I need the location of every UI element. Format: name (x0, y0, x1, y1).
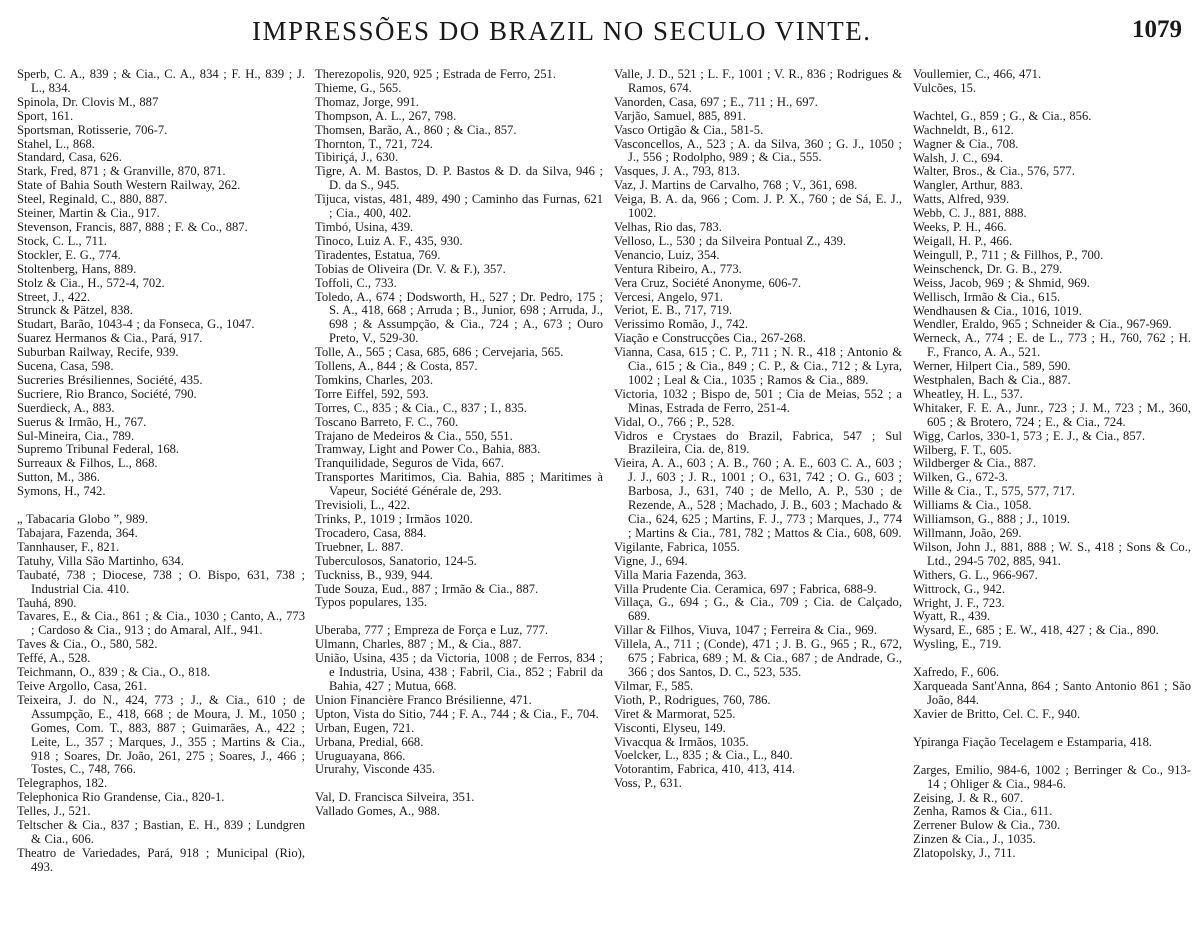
index-entry: Villar & Filhos, Viuva, 1047 ; Ferreira & Cia., 969. (614, 623, 877, 638)
index-entry: Sucreries Brésiliennes, Société, 435. (17, 372, 203, 387)
index-entry: Wyatt, R., 439. (913, 609, 991, 624)
index-entry: Vera Cruz, Société Anonyme, 606-7. (614, 275, 802, 290)
index-entry: Torres, C., 835 ; & Cia., C., 837 ; I., 835. (315, 400, 527, 415)
index-entry: Vieira, A. A., 603 ; A. B., 760 ; A. E., 603 C. A., 603 ; J. J., 603 ; J. R., 1001 ; O., 631, 742 ; O. G., 603 ; Barbosa, J., 631, 740 ; de Mello, A. P., 530 ; de Rezende, A., 528 ; Machado, J. B., 603 ; Machado & Cia., 624, 625 ; Martins, F. J., 773 ; Marques, J., 774 ; Martins & Cia., 781, 782 ; Mattos & Cia., 608, 609. (614, 456, 902, 540)
index-entry: Toscano Barreto, F. C., 760. (315, 414, 459, 429)
index-entry: Watts, Alfred, 939. (913, 192, 1010, 207)
index-entry: Toffoli, C., 733. (315, 275, 397, 290)
index-entry: Valle, J. D., 521 ; L. F., 1001 ; V. R., 836 ; Rodrigues & Ramos, 674. (614, 68, 902, 95)
index-entry: Vianna, Casa, 615 ; C. P., 711 ; N. R., 418 ; Antonio & Cia., 615 ; & Cia., 849 ; C. P., & Cia., 712 ; & Lyra, 1002 ; Leal & Cia., 1035 ; Ramos & Cia., 889. (614, 345, 902, 387)
index-column-1 (17, 68, 305, 920)
index-entry: Tollens, A., 844 ; & Costa, 857. (315, 359, 478, 374)
index-entry: Taubaté, 738 ; Diocese, 738 ; O. Bispo, 631, 738 ; Industrial Cia. 410. (17, 567, 305, 596)
index-entry: Thieme, G., 565. (315, 80, 402, 95)
section-gap (315, 777, 603, 791)
index-entry: Uberaba, 777 ; Empreza de Força e Luz, 777. (315, 623, 549, 638)
index-entry: Wagner & Cia., 708. (913, 136, 1019, 151)
index-entry: Wysling, E., 719. (913, 637, 1002, 652)
index-entry: Timbó, Usina, 439. (315, 219, 414, 234)
index-entry: Vilmar, F., 585. (614, 678, 694, 693)
index-entry: Visconti, Elyseu, 149. (614, 720, 726, 735)
index-entry: Veiga, B. A. da, 966 ; Com. J. P. X., 760 ; de Sá, E. J., 1002. (614, 192, 902, 221)
index-column-3 (614, 68, 902, 920)
index-entry: Union Financière Franco Brésilienne, 471. (315, 692, 532, 707)
index-entry: Telegraphos, 182. (17, 776, 108, 791)
index-entry: Williamson, G., 888 ; J., 1019. (913, 512, 1070, 527)
index-entry: Tigre, A. M. Bastos, D. P. Bastos & D. da Silva, 946 ; D. da S., 945. (315, 164, 603, 193)
index-entry: Withers, G. L., 966-967. (913, 567, 1038, 582)
index-entry: Vulcões, 15. (913, 80, 977, 95)
index-entry: Westphalen, Bach & Cia., 887. (913, 373, 1071, 388)
index-entry: Stoltenberg, Hans, 889. (17, 261, 137, 276)
index-entry: União, Usina, 435 ; da Victoria, 1008 ; de Ferros, 834 ; e Industria, Usina, 438 ; Fabril, Cia., 852 ; Fabril da Bahia, 427 ; Mutua, 668. (315, 651, 603, 693)
index-entry: Veriot, E. B., 717, 719. (614, 303, 733, 318)
index-entry: Weeks, P. H., 466. (913, 220, 1007, 235)
index-entry: Tatuhy, Villa São Martinho, 634. (17, 553, 184, 568)
index-entry: Tavares, E., & Cia., 861 ; & Cia., 1030 ; Canto, A., 773 ; Cardoso & Cia., 913 ; do Amaral, Alf., 941. (17, 609, 305, 638)
index-entry: Vanorden, Casa, 697 ; E., 711 ; H., 697. (614, 94, 818, 109)
index-entry: Stark, Fred, 871 ; & Granville, 870, 871. (17, 164, 226, 179)
index-entry: Werneck, A., 774 ; E. de L., 773 ; H., 760, 762 ; H. F., Franco, A. A., 521. (913, 331, 1191, 360)
index-entry: Sucena, Casa, 598. (17, 359, 114, 374)
index-entry: Wangler, Arthur, 883. (913, 178, 1023, 193)
index-entry: Whitaker, F. E. A., Junr., 723 ; J. M., 723 ; M., 360, 605 ; & Brotero, 724 ; E., & Cia., 724. (913, 400, 1191, 429)
index-entry: Weinschenck, Dr. G. B., 279. (913, 261, 1063, 276)
index-entry: Votorantim, Fabrica, 410, 413, 414. (614, 762, 796, 777)
index-entry: Tannhauser, F., 821. (17, 539, 120, 554)
index-entry: Viret & Marmorat, 525. (614, 706, 736, 721)
index-entry: Vasques, J. A., 793, 813. (614, 164, 740, 179)
index-entry: Vasconcellos, A., 523 ; A. da Silva, 360 ; G. J., 1050 ; J., 556 ; Rodolpho, 989 ; & Cia., 555. (614, 136, 902, 165)
index-entry: Villa Maria Fazenda, 363. (614, 567, 747, 582)
index-entry: Teichmann, O., 839 ; & Cia., O., 818. (17, 665, 211, 680)
index-entry: Thornton, T., 721, 724. (315, 136, 433, 151)
index-entry: Walter, Bros., & Cia., 576, 577. (913, 164, 1075, 179)
index-entry: Vasco Ortigão & Cia., 581-5. (614, 122, 764, 137)
index-entry: Voullemier, C., 466, 471. (913, 68, 1042, 81)
index-entry: Xavier de Britto, Cel. C. F., 940. (913, 706, 1081, 721)
index-entry: Tude Souza, Eud., 887 ; Irmão & Cia., 887. (315, 581, 539, 596)
index-entry: Venancio, Luiz, 354. (614, 247, 720, 262)
index-entry: Villaça, G., 694 ; G., & Cia., 709 ; Cia. de Calçado, 689. (614, 595, 902, 624)
index-entry: Voss, P., 631. (614, 776, 682, 791)
index-entry: Teive Argollo, Casa, 261. (17, 678, 147, 693)
index-entry: Wysard, E., 685 ; E. W., 418, 427 ; & Cia., 890. (913, 623, 1159, 638)
index-entry: Wille & Cia., T., 575, 577, 717. (913, 484, 1075, 499)
index-entry: Wildberger & Cia., 887. (913, 456, 1037, 471)
index-entry: Sportsman, Rotisserie, 706-7. (17, 122, 168, 137)
section-gap (913, 722, 1191, 736)
index-entry: Urban, Eugen, 721. (315, 720, 415, 735)
index-entry: Transportes Maritimos, Cia. Bahia, 885 ; Maritimes à Vapeur, Société Générale de, 293. (315, 470, 603, 499)
index-entry: Val, D. Francisca Silveira, 351. (315, 790, 475, 805)
index-entry: Sutton, M., 386. (17, 470, 100, 485)
index-entry: Voelcker, L., 835 ; & Cia., L., 840. (614, 748, 793, 763)
index-entry: Xafredo, F., 606. (913, 665, 1000, 680)
index-entry: Wittrock, G., 942. (913, 581, 1006, 596)
index-entry: Strunck & Pätzel, 838. (17, 303, 133, 318)
index-entry: Weiss, Jacob, 969 ; & Shmid, 969. (913, 275, 1090, 290)
index-entry: Zinzen & Cia., J., 1035. (913, 832, 1036, 847)
index-entry: Ururahy, Visconde 435. (315, 762, 436, 777)
index-entry: Wilken, G., 672-3. (913, 470, 1008, 485)
index-entry: Wilberg, F. T., 605. (913, 442, 1012, 457)
index-entry: Telephonica Rio Grandense, Cia., 820-1. (17, 790, 225, 805)
index-entry: Teffé, A., 528. (17, 651, 91, 666)
index-columns (12, 68, 1192, 920)
index-entry: Upton, Vista do Sitio, 744 ; F. A., 744 ; & Cia., F., 704. (315, 706, 599, 721)
index-entry: Wellisch, Irmão & Cia., 615. (913, 289, 1061, 304)
index-entry: Suburban Railway, Recife, 939. (17, 345, 179, 360)
index-entry: Theatro de Variedades, Pará, 918 ; Municipal (Rio), 493. (17, 845, 305, 874)
index-entry: Walsh, J. C., 694. (913, 150, 1004, 165)
index-entry: Weigall, H. P., 466. (913, 233, 1013, 248)
index-entry: Zarges, Emilio, 984-6, 1002 ; Berringer & Co., 913-14 ; Ohliger & Cia., 984-6. (913, 762, 1191, 791)
index-entry: Thomsen, Barão, A., 860 ; & Cia., 857. (315, 122, 517, 137)
index-entry: Wendhausen & Cia., 1016, 1019. (913, 303, 1082, 318)
index-entry: State of Bahia South Western Railway, 262. (17, 178, 241, 193)
index-entry: Stock, C. L., 711. (17, 233, 107, 248)
section-gap (17, 499, 305, 513)
index-entry: Wachtel, G., 859 ; G., & Cia., 856. (913, 108, 1092, 123)
index-entry: Verissimo Romão, J., 742. (614, 317, 749, 332)
index-entry: Xarqueada Sant'Anna, 864 ; Santo Antonio 861 ; São João, 844. (913, 679, 1191, 707)
index-entry: Truebner, L. 887. (315, 539, 404, 554)
index-entry: Vigne, J., 694. (614, 553, 688, 568)
index-entry: Varjão, Samuel, 885, 891. (614, 108, 746, 123)
index-entry: Tinoco, Luiz A. F., 435, 930. (315, 233, 463, 248)
index-entry: Suerdieck, A., 883. (17, 400, 115, 415)
index-entry: Trocadero, Casa, 884. (315, 525, 427, 540)
index-entry: Webb, C. J., 881, 888. (913, 206, 1027, 221)
index-entry: Tranquilidade, Seguros de Vida, 667. (315, 456, 505, 471)
index-entry: Vigilante, Fabrica, 1055. (614, 539, 740, 554)
index-entry: Ventura Ribeiro, A., 773. (614, 261, 742, 276)
index-entry: Surreaux & Filhos, L., 868. (17, 456, 158, 471)
index-entry: Villa Prudente Cia. Ceramica, 697 ; Fabrica, 688-9. (614, 581, 877, 596)
index-entry: Velhas, Rio das, 783. (614, 219, 722, 234)
index-entry: Tuckniss, B., 939, 944. (315, 567, 433, 582)
index-entry: Stahel, L., 868. (17, 136, 95, 151)
index-entry: Steiner, Martin & Cia., 917. (17, 206, 160, 221)
section-gap (315, 610, 603, 624)
index-entry: Tiradentes, Estatua, 769. (315, 247, 441, 262)
index-entry: Trinks, P., 1019 ; Irmãos 1020. (315, 512, 473, 526)
index-entry: Suarez Hermanos & Cia., Pará, 917. (17, 331, 203, 346)
index-entry: Wheatley, H. L., 537. (913, 386, 1023, 401)
index-entry: Villela, A., 711 ; (Conde), 471 ; J. B. G., 965 ; R., 672, 675 ; Fabrica, 689 ; M. & Cia., 687 ; de Andrade, G., 366 ; dos Santos, D. C., 523, 535. (614, 637, 902, 679)
index-entry: Vidal, O., 766 ; P., 528. (614, 414, 735, 429)
index-entry: Wigg, Carlos, 330-1, 573 ; E. J., & Cia., 857. (913, 428, 1146, 443)
index-entry: Zenha, Ramos & Cia., 611. (913, 804, 1053, 819)
index-entry: Victoria, 1032 ; Bispo de, 501 ; Cia de Meias, 552 ; a Minas, Estrada de Ferro, 251-4. (614, 386, 902, 415)
index-entry: Vaz, J. Martins de Carvalho, 768 ; V., 361, 698. (614, 178, 858, 193)
index-entry: Uruguayana, 866. (315, 748, 406, 763)
index-entry: Therezopolis, 920, 925 ; Estrada de Ferro, 251. (315, 68, 556, 81)
index-entry: Steel, Reginald, C., 880, 887. (17, 192, 168, 207)
index-entry: Torre Eiffel, 592, 593. (315, 386, 429, 401)
index-entry: Wright, J. F., 723. (913, 595, 1005, 610)
index-entry: „ Tabacaria Globo ”, 989. (17, 512, 148, 527)
index-entry: Werner, Hilpert Cia., 589, 590. (913, 359, 1071, 374)
index-entry: Tijuca, vistas, 481, 489, 490 ; Caminho das Furnas, 621 ; Cia., 400, 402. (315, 192, 603, 221)
index-entry: Trajano de Medeiros & Cia., 550, 551. (315, 428, 513, 443)
section-gap (913, 652, 1191, 666)
index-entry: Standard, Casa, 626. (17, 150, 122, 165)
index-entry: Trevisioli, L., 422. (315, 498, 410, 513)
index-entry: Spinola, Dr. Clovis M., 887 (17, 94, 159, 109)
index-entry: Williams & Cia., 1058. (913, 498, 1032, 513)
page-number: 1079 (1132, 16, 1182, 43)
index-entry: Ypiranga Fiação Tecelagem e Estamparia, 418. (913, 734, 1153, 749)
index-entry: Zeising, J. & R., 607. (913, 790, 1024, 805)
index-column-2 (315, 68, 603, 920)
index-entry: Zlatopolsky, J., 711. (913, 846, 1016, 861)
index-entry: Ulmann, Charles, 887 ; M., & Cia., 887. (315, 637, 522, 652)
index-entry: Teixeira, J. do N., 424, 773 ; J., & Cia., 610 ; de Assumpção, E., 418, 668 ; de Moura, J. M., 1050 ; Gomes, Com. T., 883, 887 ; Guimarães, A., 422 ; Leite, L., 357 ; Marques, J., 355 ; Martins & Cia., 918 ; Soares, Dr. João, 261, 275 ; Soares, J., 466 ; Tostes, C., 748, 766. (17, 692, 305, 777)
index-entry: Sul-Mineira, Cia., 789. (17, 428, 135, 443)
index-entry: Sport, 161. (17, 108, 74, 123)
index-entry: Tramway, Light and Power Co., Bahia, 883. (315, 442, 541, 457)
index-entry: Vioth, P., Rodrigues, 760, 786. (614, 692, 771, 707)
index-entry: Vivacqua & Irmãos, 1035. (614, 734, 749, 749)
index-entry: Willmann, João, 269. (913, 526, 1022, 540)
index-entry: Weingull, P., 711 ; & Fillhos, P., 700. (913, 247, 1104, 262)
index-entry: Wilson, John J., 881, 888 ; W. S., 418 ; Sons & Co., Ltd., 294-5 702, 885, 941. (913, 539, 1191, 568)
index-entry: Thomaz, Jorge, 991. (315, 94, 419, 109)
index-entry: Tauhá, 890. (17, 595, 77, 610)
index-entry: Wendler, Eraldo, 965 ; Schneider & Cia., 967-969. (913, 317, 1172, 332)
page-title: IMPRESSÕES DO BRAZIL NO SECULO VINTE. (252, 16, 872, 46)
index-entry: Tobias de Oliveira (Dr. V. & F.), 357. (315, 261, 506, 276)
index-entry: Vidros e Crystaes do Brazil, Fabrica, 547 ; Sul Brazileira, Cia. de, 819. (614, 428, 902, 457)
index-entry: Zerrener Bulow & Cia., 730. (913, 818, 1061, 833)
index-entry: Telles, J., 521. (17, 804, 91, 819)
index-entry: Tabajara, Fazenda, 364. (17, 526, 138, 540)
index-entry: Stockler, E. G., 774. (17, 247, 121, 262)
index-entry: Viação e Construcções Cia., 267-268. (614, 331, 806, 346)
index-entry: Supremo Tribunal Federal, 168. (17, 442, 180, 457)
index-entry: Tolle, A., 565 ; Casa, 685, 686 ; Cervejaria, 565. (315, 345, 564, 360)
index-entry: Thompson, A. L., 267, 798. (315, 108, 457, 123)
index-entry: Stolz & Cia., H., 572-4, 702. (17, 275, 165, 290)
index-entry: Sucriere, Rio Branco, Société, 790. (17, 386, 197, 401)
index-entry: Toledo, A., 674 ; Dodsworth, H., 527 ; Dr. Pedro, 175 ; S. A., 418, 668 ; Arruda ; B., Junior, 698 ; Arruda, J., 698 ; & Assumpção, & Cia., 724 ; A., 673 ; Ouro Preto, V., 529-30. (315, 289, 603, 346)
index-entry: Velloso, L., 530 ; da Silveira Pontual Z., 439. (614, 233, 847, 248)
index-entry: Street, J., 422. (17, 289, 91, 304)
index-entry: Typos populares, 135. (315, 595, 428, 610)
index-entry: Symons, H., 742. (17, 484, 106, 499)
section-gap (913, 750, 1191, 764)
section-gap (913, 96, 1191, 110)
index-entry: Urbana, Predial, 668. (315, 734, 424, 749)
index-entry: Tibiriçá, J., 630. (315, 150, 399, 165)
index-entry: Teltscher & Cia., 837 ; Bastian, E. H., 839 ; Lundgren & Cia., 606. (17, 818, 305, 846)
index-entry: Vallado Gomes, A., 988. (315, 804, 440, 819)
index-entry: Tuberculosos, Sanatorio, 124-5. (315, 553, 477, 568)
index-entry: Tomkins, Charles, 203. (315, 372, 434, 387)
index-column-4 (913, 68, 1191, 920)
index-entry: Stevenson, Francis, 887, 888 ; F. & Co., 887. (17, 219, 248, 234)
index-entry: Wachneldt, B., 612. (913, 122, 1014, 137)
running-head (0, 14, 1200, 54)
index-entry: Sperb, C. A., 839 ; & Cia., C. A., 834 ; F. H., 839 ; J. L., 834. (17, 68, 305, 95)
index-entry: Studart, Barão, 1043-4 ; da Fonseca, G., 1047. (17, 317, 255, 332)
index-entry: Taves & Cia., O., 580, 582. (17, 637, 158, 652)
index-entry: Suerus & Irmão, H., 767. (17, 414, 147, 429)
index-entry: Vercesi, Angelo, 971. (614, 289, 724, 304)
